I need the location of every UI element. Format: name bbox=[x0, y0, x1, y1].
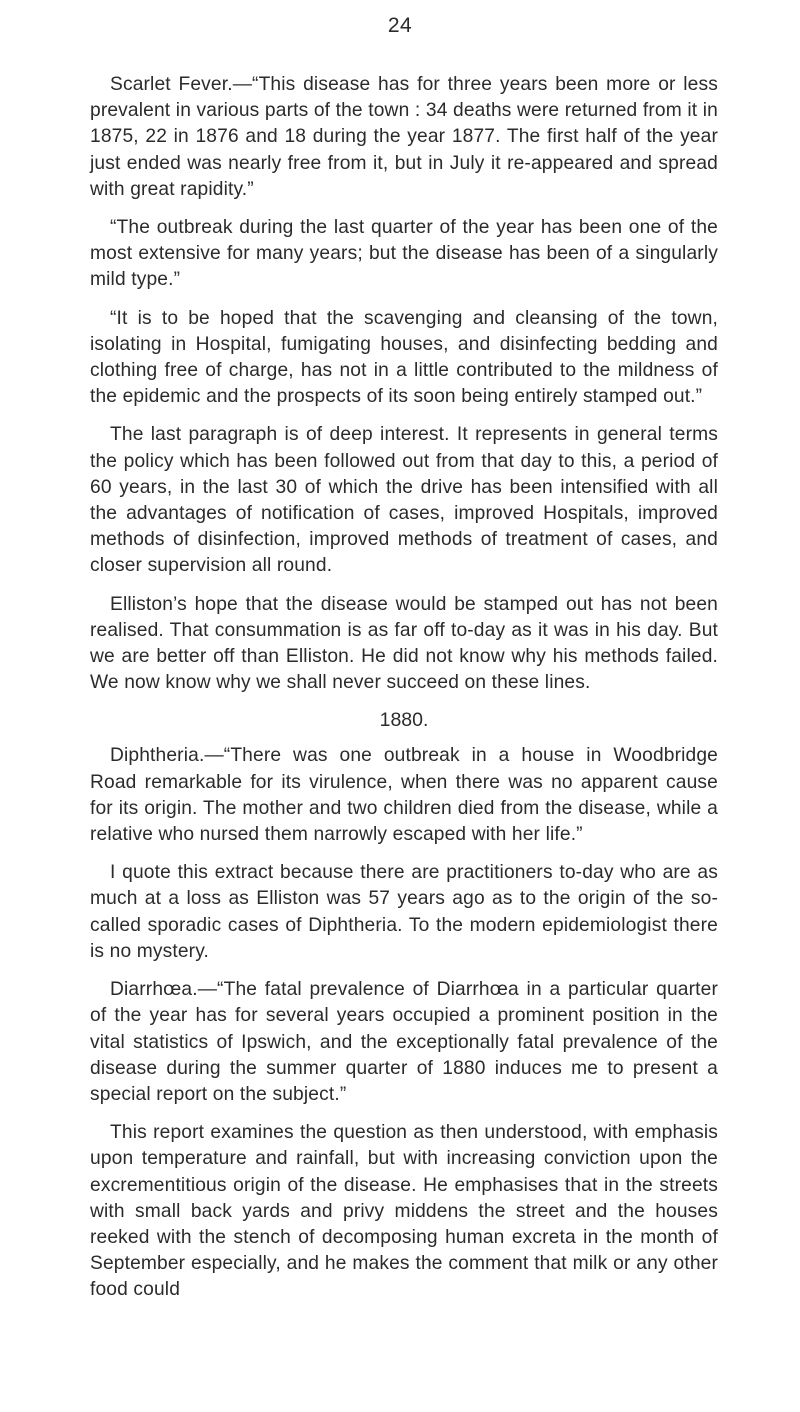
page-number: 24 bbox=[387, 14, 413, 37]
body-text bbox=[90, 72, 718, 1304]
paragraph-elliston-hope: Elliston’s hope that the disease would be stamped out has not been realised. That consummation is as far off to-day as it was in his day. But we are better off than Elliston. He did not know why his methods failed. We now know why we shall never succeed on these lines. bbox=[90, 593, 718, 694]
paragraph-outbreak-quote: “The outbreak during the last quarter of the year has been one of the most extensive for many years; but the disease has been of a singularly mild type.” bbox=[90, 217, 718, 291]
paragraph-diphtheria: Diphtheria.—“There was one outbreak in a house in Woodbridge Road remarkable for its virulence, when there was no apparent cause for its origin. The mother and two children died from the disease, while a relative who nursed them narrowly escaped with her life.” bbox=[90, 745, 718, 846]
paragraph-policy-commentary: The last paragraph is of deep interest. It represents in general terms the policy which has been followed out from that day to this, a period of 60 years, in the last 30 of which the drive has been intensified with all the advantages of notification of cases, improved Hospitals, improved methods of disinfection, improved methods of treatment of cases, and closer supervision all round. bbox=[90, 424, 718, 577]
paragraph-report-commentary: This report examines the question as then understood, with emphasis upon temperature and rainfall, but with increasing conviction upon the excrementitious origin of the disease. He emphasises that in the streets with small back yards and privy middens the street and the houses reeked with the stench of decomposing human excreta in the month of September especially, and he makes the comment that milk or any other food could bbox=[90, 1122, 718, 1301]
paragraph-diphtheria-commentary: I quote this extract because there are practitioners to-day who are as much at a loss as Elliston was 57 years ago as to the origin of the so-called sporadic cases of Diphtheria. To the modern epidemiologist there is no mystery. bbox=[90, 862, 718, 962]
paragraph-diarrhoea: Diarrhœa.—“The fatal prevalence of Diarrhœa in a particular quarter of the year has for several years occupied a prominent position in the vital statistics of Ipswich, and the exceptionally fatal prevalence of the disease during the summer quarter of 1880 induces me to present a special report on the subject.” bbox=[90, 979, 718, 1105]
year-heading: 1880. bbox=[379, 709, 429, 732]
paragraph-scarlet-fever: Scarlet Fever.—“This disease has for three years been more or less prevalent in various parts of the town : 34 deaths were returned from it in 1875, 22 in 1876 and 18 during the year 1877. The first half of the year just ended was nearly free from it, but in July it re-appeared and spread with great rapidity.” bbox=[90, 74, 718, 200]
paragraph-scavenging-quote: “It is to be hoped that the scavenging and cleansing of the town, isolating in Hospital, fumigating houses, and disinfecting bedding and clothing free of charge, has not in a little contributed to the mildness of the epidemic and the prospects of its soon being entirely stamped out.” bbox=[90, 307, 718, 408]
